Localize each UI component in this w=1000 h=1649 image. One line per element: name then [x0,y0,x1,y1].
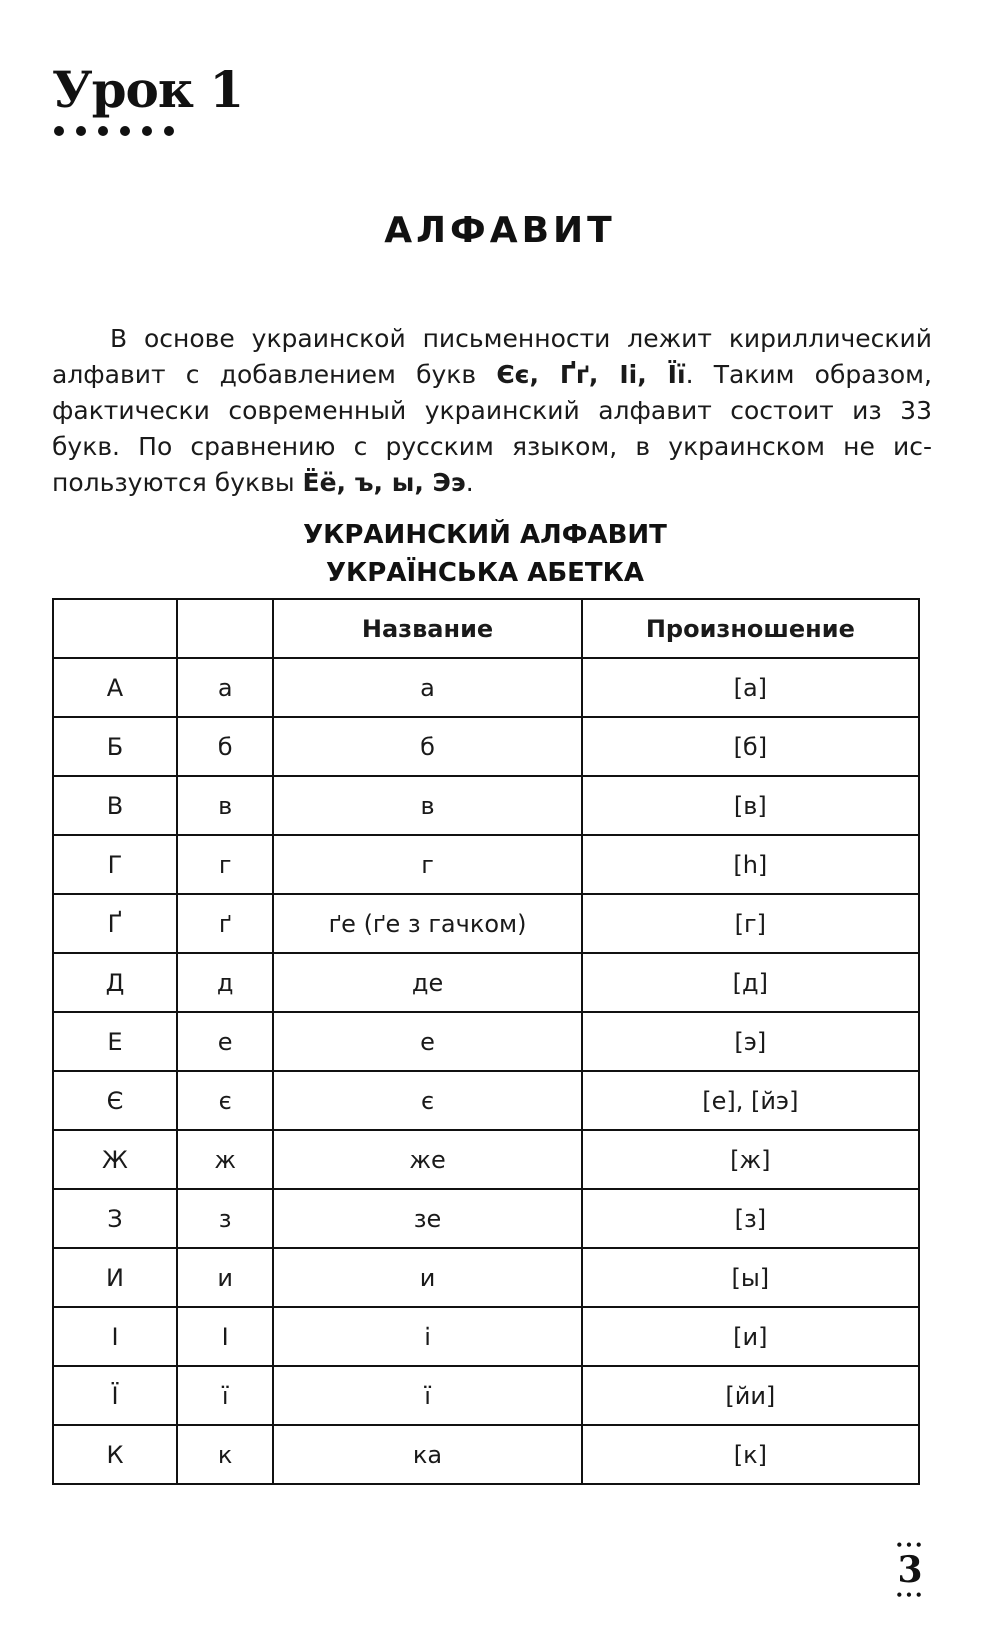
cell-name: ка [273,1425,581,1484]
cell-pronunciation: [б] [582,717,919,776]
cell-uppercase: І [53,1307,177,1366]
cell-uppercase: И [53,1248,177,1307]
intro-added-letters: Єє, Ґґ, Іі, Її [496,360,686,389]
section-title: АЛФАВИТ [384,210,616,251]
cell-lowercase: а [177,658,273,717]
table-row [53,1425,919,1484]
cell-uppercase: Ґ [53,894,177,953]
cell-uppercase: Д [53,953,177,1012]
table-row [53,1248,919,1307]
cell-pronunciation: [а] [582,658,919,717]
cell-uppercase: Б [53,717,177,776]
cell-uppercase: Ж [53,1130,177,1189]
cell-lowercase: є [177,1071,273,1130]
page-number-dots-bottom: ••• [895,1588,925,1602]
header-name: Название [273,599,581,658]
cell-pronunciation: [к] [582,1425,919,1484]
cell-pronunciation: [и] [582,1307,919,1366]
page-number-dots-top: ••• [895,1538,925,1552]
table-row [53,717,919,776]
intro-text-1: В основе украинской письменности лежит кириллический алфавит с добавлением букв [52,324,932,389]
cell-name: е [273,1012,581,1071]
cell-lowercase: е [177,1012,273,1071]
header-pronunciation: Произношение [582,599,919,658]
lesson-header [52,60,243,136]
table-row [53,1307,919,1366]
cell-uppercase: А [53,658,177,717]
cell-uppercase: Є [53,1071,177,1130]
cell-uppercase: З [53,1189,177,1248]
cell-name: ї [273,1366,581,1425]
intro-text-3: . [465,468,474,497]
cell-name: де [273,953,581,1012]
table-row [53,658,919,717]
cell-pronunciation: [йи] [582,1366,919,1425]
cell-name: а [273,658,581,717]
cell-pronunciation: [ж] [582,1130,919,1189]
intro-unused-letters: Ёё, ъ, ы, Ээ [302,468,466,497]
lesson-title: Урок 1 [52,60,244,119]
table-row [53,1366,919,1425]
cell-lowercase: б [177,717,273,776]
cell-name: ґе (ґе з гачком) [273,894,581,953]
header-uppercase [53,599,177,658]
cell-name: є [273,1071,581,1130]
table-title-uk: УКРАЇНСЬКА АБЕТКА [325,558,645,588]
cell-lowercase: и [177,1248,273,1307]
cell-pronunciation: [в] [582,776,919,835]
table-header-row [53,599,919,658]
cell-uppercase: К [53,1425,177,1484]
cell-lowercase: з [177,1189,273,1248]
cell-pronunciation: [э] [582,1012,919,1071]
alphabet-table [52,598,920,1485]
cell-lowercase: І [177,1307,273,1366]
cell-name: в [273,776,581,835]
cell-uppercase: В [53,776,177,835]
table-row [53,1189,919,1248]
table-title [0,516,970,592]
table-title-ru: УКРАИНСКИЙ АЛФАВИТ [303,520,667,550]
table-row [53,953,919,1012]
table-row [53,835,919,894]
cell-lowercase: к [177,1425,273,1484]
cell-name: г [273,835,581,894]
table-row [53,776,919,835]
cell-name: зе [273,1189,581,1248]
cell-pronunciation: [ы] [582,1248,919,1307]
intro-paragraph [52,321,932,501]
cell-lowercase: ж [177,1130,273,1189]
cell-lowercase: д [177,953,273,1012]
page-number: 3 [897,1549,923,1591]
cell-uppercase: Г [53,835,177,894]
cell-name: и [273,1248,581,1307]
table-row [53,1130,919,1189]
cell-pronunciation: [г] [582,894,919,953]
cell-lowercase: ї [177,1366,273,1425]
cell-lowercase: ґ [177,894,273,953]
cell-pronunciation: [з] [582,1189,919,1248]
cell-pronunciation: [h] [582,835,919,894]
table-row [53,894,919,953]
cell-lowercase: г [177,835,273,894]
cell-name: же [273,1130,581,1189]
table-row [53,1071,919,1130]
cell-name: і [273,1307,581,1366]
cell-name: б [273,717,581,776]
cell-pronunciation: [е], [йэ] [582,1071,919,1130]
lesson-dots-decoration [52,126,243,136]
cell-pronunciation: [д] [582,953,919,1012]
cell-lowercase: в [177,776,273,835]
page-number-block [880,1540,940,1600]
cell-uppercase: Е [53,1012,177,1071]
table-row [53,1012,919,1071]
intro-text-2: . Таким образом, фактически современный украинский алфавит состоит из 33 букв. По сравнению с русским языком, в украинском не используются буквы [52,360,932,497]
cell-uppercase: Ї [53,1366,177,1425]
header-lowercase [177,599,273,658]
